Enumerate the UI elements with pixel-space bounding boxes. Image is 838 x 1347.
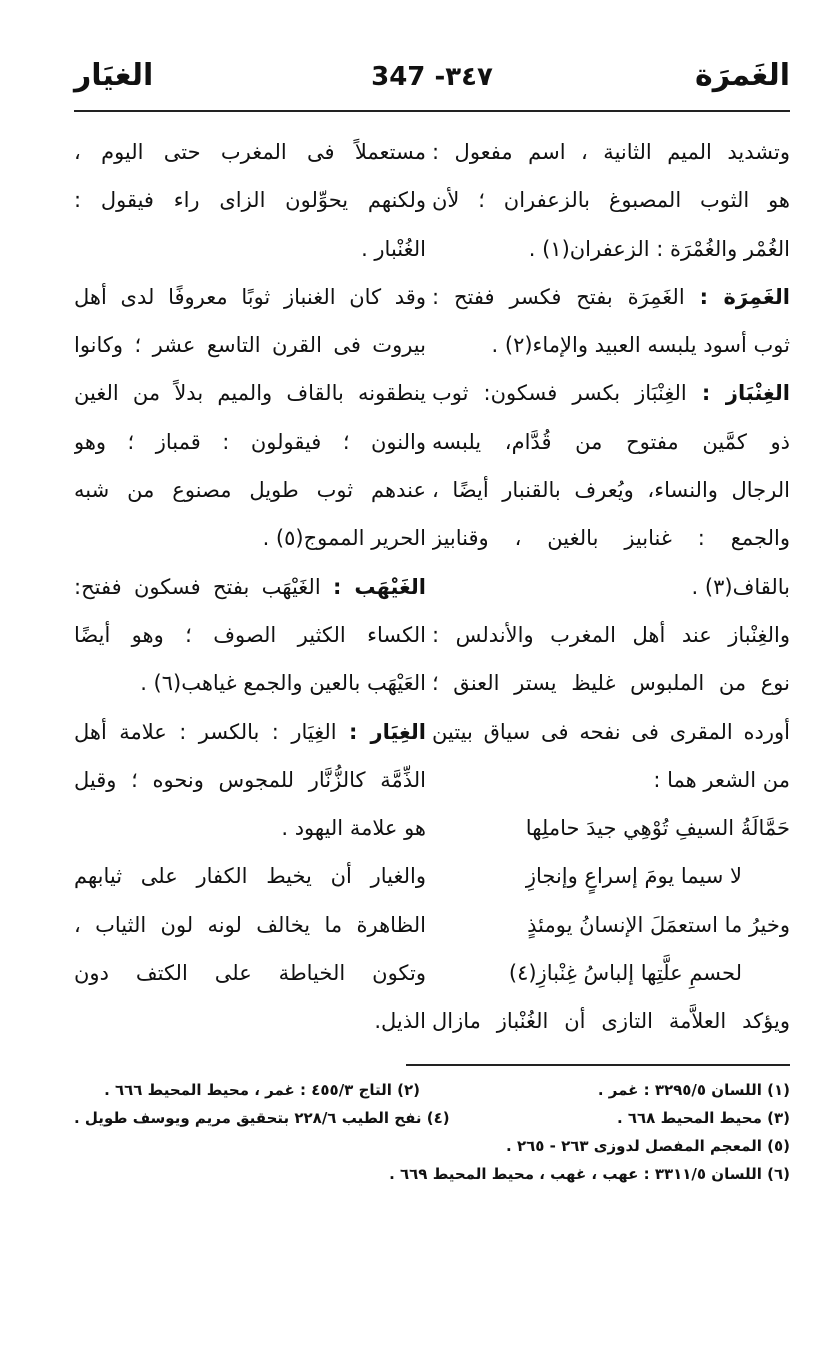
entry-definition: الغِيَار : بالكسر : علامة أهل [74,719,350,744]
footnote: (٢) التاج ٤٥٥/٣ : غمر ، محيط المحيط ٦٦٦ . [104,1081,420,1099]
text-line: نوع من الملبوس غليظ يستر العنق ؛ [432,671,790,696]
text-line: الذيل. [374,1009,426,1034]
text-line: والنون ؛ فيقولون : قمباز ؛ وهو [74,429,426,454]
text-line: وتكون الخياطة على الكتف دون [74,961,426,986]
footnote-row [74,1132,790,1160]
entry-definition: الغَمِرَة بفتح فكسر ففتح : [432,284,700,309]
footnote: (٥) المعجم المفصل لدوزى ٢٦٣ - ٢٦٥ . [506,1137,790,1155]
footnotes [74,1076,790,1188]
text-line: الغُنْبار . [361,236,426,261]
text-line: بالقاف(٣) . [691,574,790,599]
entry-definition: الغِنْبَاز بكسر فسكون: ثوب [432,381,702,406]
entry-definition: الغَيْهَب بفتح فسكون ففتح: [74,574,334,599]
text-line: الذِّمَّة كالزُّنَّار للمجوس ونحوه ؛ وقيل [74,767,426,792]
text-line: العَيْهَب بالعين والجمع غياهب(٦) . [140,671,426,696]
text-line: الحرير المموج(٥) . [262,526,426,551]
text-line: ينطقونه بالقاف والميم بدلاً من الغين [74,381,426,406]
text-line: ثوب أسود يلبسه العبيد والإماء(٢) . [491,333,790,358]
header-left-entry: الغيَار [74,58,154,93]
text-line: ذو كمَّين مفتوح من قُدَّام، يلبسه [432,429,790,454]
entry-headword: الغِنْبَاز : [701,381,790,406]
page-number: 347 -٣٤٧ [371,62,493,92]
text-line: وتشديد الميم الثانية ، اسم مفعول : [432,140,790,164]
footnote-row [74,1104,790,1132]
text-line: ويؤكد العلاَّمة التازى أن الغُنْباز مازال [432,1009,790,1034]
entry-headword: الغَمِرَة : [699,284,790,309]
text-line: وخيرُ ما استعمَلَ الإنسانُ يومئذٍ [527,912,790,937]
footnote: (١) اللسان ٣٢٩٥/٥ : غمر . [597,1081,790,1099]
header-right-entry: الغَمرَة [695,58,790,93]
text-line: الظاهرة ما يخالف لونه لون الثياب ، [74,912,426,937]
text-line: والجمع : غنابيز بالغين ، وقنابيز [432,526,790,551]
text-line: والغِنْباز عند أهل المغرب والأندلس : [432,622,790,647]
footnote: (٤) نفح الطيب ٢٢٨/٦ بتحقيق مريم ويوسف طويل . [74,1109,450,1127]
entry-headword: الغَيْهَب : [333,574,426,599]
text-line: عندهم ثوب طويل مصنوع من شبه [74,478,426,503]
text-line: بيروت فى القرن التاسع عشر ؛ وكانوا [74,333,426,358]
text-line: ولكنهم يحوِّلون الزاى راء فيقول : [74,188,426,213]
text-line: لحسمِ علَّتِها إلباسُ غِنْبازِ(٤) [508,961,742,986]
running-header [74,52,790,108]
text-line: الكساء الكثير الصوف ؛ وهو أيضًا [74,622,426,647]
text-line: الرجال والنساء، ويُعرف بالقنبار أيضًا ، [432,478,790,503]
text-line: هو علامة اليهود . [281,816,426,841]
footnote-row [74,1160,790,1188]
left-text-column [74,128,426,1046]
text-line: من الشعر هما : [653,767,790,792]
text-line: لا سيما يومَ إسراعٍ وإنجازِ [525,864,742,889]
text-line: مستعملاً فى المغرب حتى اليوم ، [74,140,426,164]
text-line: وقد كان الغنباز ثوبًا معروفًا لدى أهل [74,284,426,309]
text-line: الغُمْر والغُمْرَة : الزعفران(١) . [528,236,790,261]
text-line: والغيار أن يخيط الكفار على ثيابهم [74,864,426,889]
text-line: أورده المقرى فى نفحه فى سياق بيتين [432,719,790,744]
text-line [74,708,426,756]
footnote: (٦) اللسان ٣٣١١/٥ : عهب ، غهب ، محيط المحيط ٦٦٩ . [389,1165,790,1183]
text-line: هو الثوب المصبوغ بالزعفران ؛ لأن [432,188,790,213]
entry-headword: الغِيَار : [349,719,426,744]
footnote-row [74,1076,790,1104]
text-line [74,563,426,611]
right-text-column [432,128,790,1046]
footnote: (٣) محيط المحيط ٦٦٨ . [616,1109,790,1127]
text-line [432,273,790,321]
text-line: حَمَّالَةُ السيفِ تُوْهِي جيدَ حاملِها [525,816,790,841]
footnote-rule [406,1064,790,1066]
text-line [432,369,790,417]
header-rule [74,110,790,112]
